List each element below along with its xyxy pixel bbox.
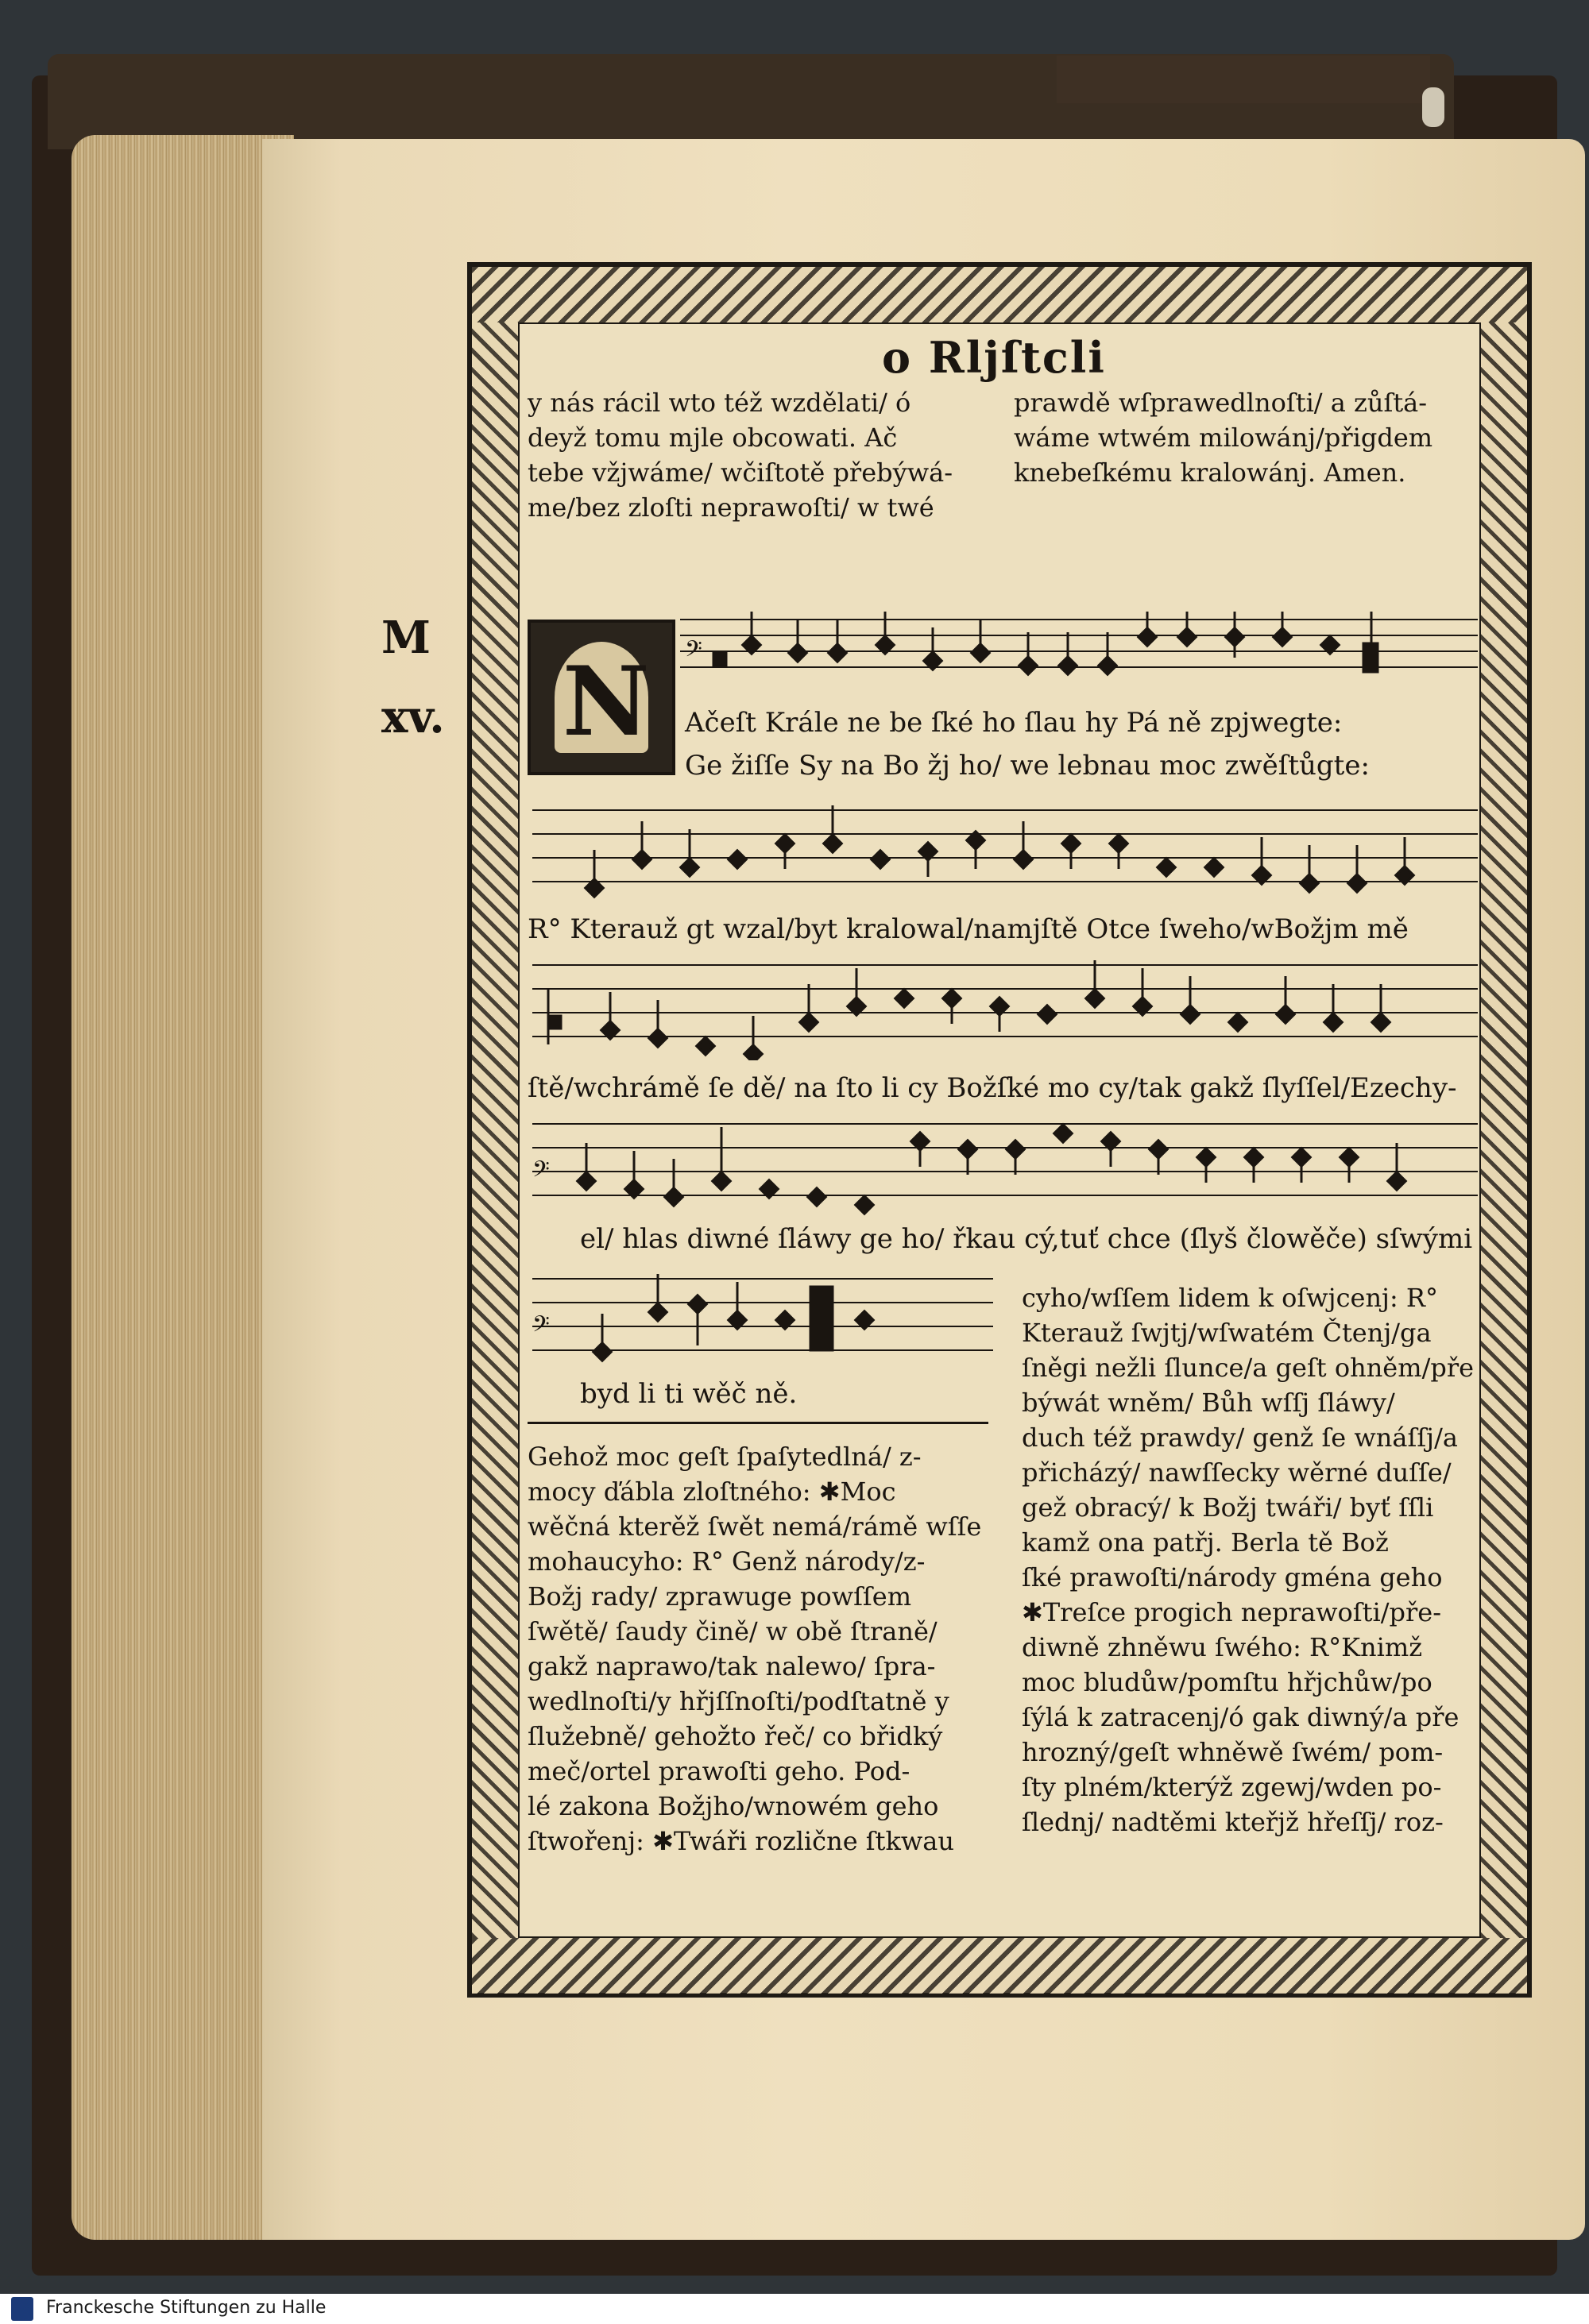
text-line: lé zakona Božjho/wnowém geho: [528, 1791, 939, 1821]
text-line: přicházý/ nawſſecky wěrné duſſe/: [1022, 1457, 1452, 1488]
decorated-initial: [528, 620, 675, 775]
music-staff-4: [532, 1116, 1478, 1219]
lyric-line: ſtě/wchrámě ſe dě/ na ſto li cy Božſké mo cy/tak gakž ſlyſſel/Ezechy-: [528, 1072, 1457, 1104]
initial-letter: N: [563, 646, 650, 758]
text-line: gakž naprawo/tak nalewo/ ſpra-: [528, 1651, 936, 1681]
svg-text:𝄢: 𝄢: [532, 1311, 550, 1343]
text-line: ſýlá k zatracenj/ó gak diwný/a pře: [1022, 1702, 1459, 1732]
text-line: mohaucyho: R° Genž národy/z-: [528, 1546, 926, 1577]
text-line: wěčná kterěž ſwět nemá/rámě wſſe: [528, 1511, 982, 1542]
page-edges: [72, 135, 294, 2240]
book-tie: [1422, 87, 1444, 127]
lyric-line: byd li ti wěč ně.: [580, 1378, 798, 1410]
text-line: hrozný/geſt whněwě ſwém/ pom-: [1022, 1737, 1444, 1767]
lyric-line: Ge žiſſe Sy na Bo žj ho/ we lebnau moc zwěſtůgte:: [685, 750, 1370, 782]
text-line: ✱Treſce progich neprawoſti/pře-: [1022, 1597, 1442, 1627]
margin-number: M: [381, 612, 431, 664]
music-staff-1: [680, 612, 1478, 691]
svg-text:𝄢: 𝄢: [532, 1156, 550, 1188]
music-staff-5: [532, 1271, 993, 1374]
text-line: ſlužebně/ gehožto řeč/ co břidký: [528, 1721, 943, 1751]
staff-divider: [528, 1422, 988, 1424]
text-line: me/bez zloſti neprawoſti/ w twé: [528, 492, 934, 523]
text-line: býwát wněm/ Bůh wſſj ſláwy/: [1022, 1388, 1395, 1418]
text-line: meč/ortel prawoſti geho. Pod-: [528, 1756, 910, 1786]
text-line: ſwětě/ ſaudy čině/ w obě ſtraně/: [528, 1616, 938, 1646]
lyric-line: R° Kterauž gt wzal/byt kralowal/namjſtě Otce ſweho/wBožjm mě: [528, 913, 1409, 945]
text-line: ſněgi nežli ſlunce/a geſt ohněm/pře: [1022, 1353, 1475, 1383]
text-line: tebe vžjwáme/ wčiſtotě přebýwá-: [528, 457, 953, 488]
frame-ornament-right: [1481, 322, 1527, 1938]
frame-ornament-left: [472, 322, 518, 1938]
text-line: diwně zhněwu ſwého: R°Knimž: [1022, 1632, 1423, 1662]
text-line: wáme wtwém milowánj/přigdem: [1014, 423, 1433, 453]
lyric-line: Ačeſt Krále ne be ſké ho ſlau hy Pá ně zpjwegte:: [685, 707, 1343, 739]
text-line: moc bludůw/pomſtu hřjchůw/po: [1022, 1667, 1432, 1697]
text-line: cyho/wſſem lidem k oſwjcenj: R°: [1022, 1283, 1439, 1313]
text-line: ſtwořenj: ✱Twáři rozlične ſtkwau: [528, 1826, 954, 1856]
credit-label: Franckesche Stiftungen zu Halle: [46, 2298, 327, 2318]
cover-clasp: [1057, 56, 1430, 103]
text-line: Božj rady/ zprawuge powſſem: [528, 1581, 912, 1612]
text-line: Kterauž ſwjtj/wſwatém Čtenj/ga: [1022, 1318, 1432, 1348]
text-line: knebeſkému kralowánj. Amen.: [1014, 457, 1406, 488]
text-line: Gehož moc geſt ſpaſytedlná/ z-: [528, 1442, 922, 1472]
margin-number-roman: xv.: [381, 691, 445, 743]
text-line: ſlednj/ nadtěmi kteřjž hřeſſj/ roz-: [1022, 1807, 1444, 1837]
lyric-line: el/ hlas diwné ſláwy ge ho/ řkau cý,tuť chce (ſlyš člowěče) sſwými: [580, 1223, 1473, 1255]
text-line: wedlnoſti/y hřjſſnoſti/podſtatně y: [528, 1686, 949, 1716]
institution-logo-icon: [11, 2297, 33, 2321]
text-line: duch též prawdy/ genž ſe wnáſſj/a: [1022, 1423, 1458, 1453]
frame-ornament-bottom: [472, 1938, 1527, 1994]
svg-text:𝄢: 𝄢: [685, 636, 702, 668]
text-line: y nás rácil wto též wzdělati/ ó: [528, 388, 911, 418]
running-head: o Rljſtcli: [882, 332, 1106, 383]
text-line: kamž ona patřj. Berla tě Bož: [1022, 1527, 1389, 1558]
frame-ornament-top: [472, 267, 1527, 322]
text-line: mocy ďábla zloſtného: ✱Moc: [528, 1477, 896, 1507]
text-line: ſty plném/kterýž zgewj/wden po-: [1022, 1772, 1442, 1802]
music-staff-2: [532, 802, 1478, 905]
music-staff-3: [532, 957, 1478, 1060]
text-line: deyž tomu mjle obcowati. Ač: [528, 423, 898, 453]
text-line: ſké prawoſti/národy gména geho: [1022, 1562, 1443, 1592]
text-line: gež obracý/ k Božj twáři/ byť ſſli: [1022, 1492, 1434, 1523]
text-line: prawdě wſprawedlnoſti/ a zůſtá-: [1014, 388, 1428, 418]
